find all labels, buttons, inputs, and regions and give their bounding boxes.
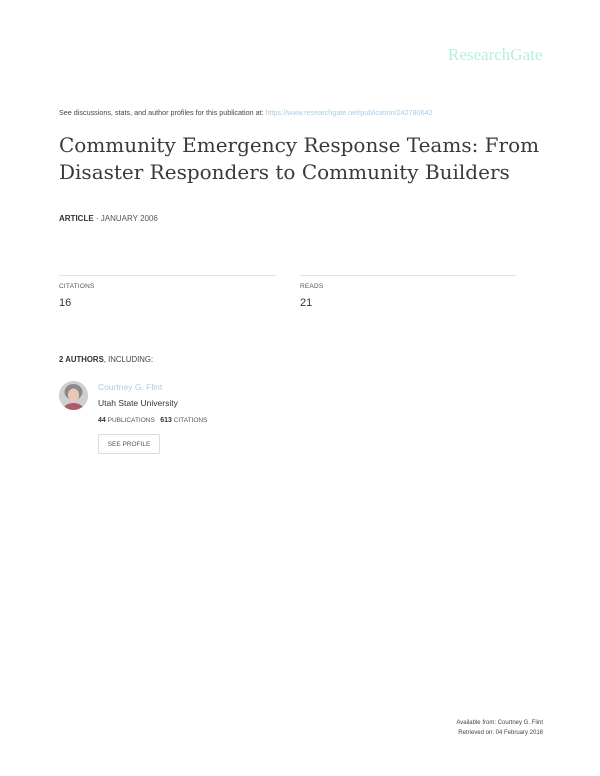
author-name[interactable]: Courtney G. Flint [98,382,163,392]
author-photo-icon [59,381,88,410]
author-citations-count: 613 [160,417,172,424]
author-institution: Utah State University [98,398,178,408]
citations-divider [59,275,276,276]
discussion-notice [59,108,433,117]
publication-type: ARTICLE [59,214,94,223]
reads-value: 21 [300,297,313,309]
availability-footer [456,718,543,738]
reads-label: READS [300,283,324,290]
researchgate-logo[interactable]: ResearchGate [448,45,543,64]
author-avatar[interactable] [59,381,88,410]
author-citations-label: CITATIONS [173,417,208,424]
discussion-text: See discussions, stats, and author profiles for this publication at: [59,108,264,117]
available-from: Available from: Courtney G. Flint [456,720,543,726]
author-publications-count: 44 [98,417,106,424]
authors-count: 2 AUTHORS [59,355,104,364]
authors-suffix: , INCLUDING: [103,355,154,364]
reads-divider [300,275,516,276]
author-stats [98,417,207,424]
publication-title: Community Emergency Response Teams: From Disaster Responders to Community Builders [59,133,540,184]
citations-label: CITATIONS [59,283,95,290]
authors-heading [59,355,153,364]
see-profile-button[interactable]: SEE PROFILE [98,434,160,454]
publication-link[interactable]: https://www.researchgate.net/publication/242780642 [265,108,433,117]
author-publications-label: PUBLICATIONS [107,417,155,424]
publication-meta [59,214,158,223]
retrieved-on: Retrieved on: 04 February 2016 [458,730,543,736]
citations-value: 16 [59,297,72,309]
publication-date: · JANUARY 2006 [95,214,158,223]
